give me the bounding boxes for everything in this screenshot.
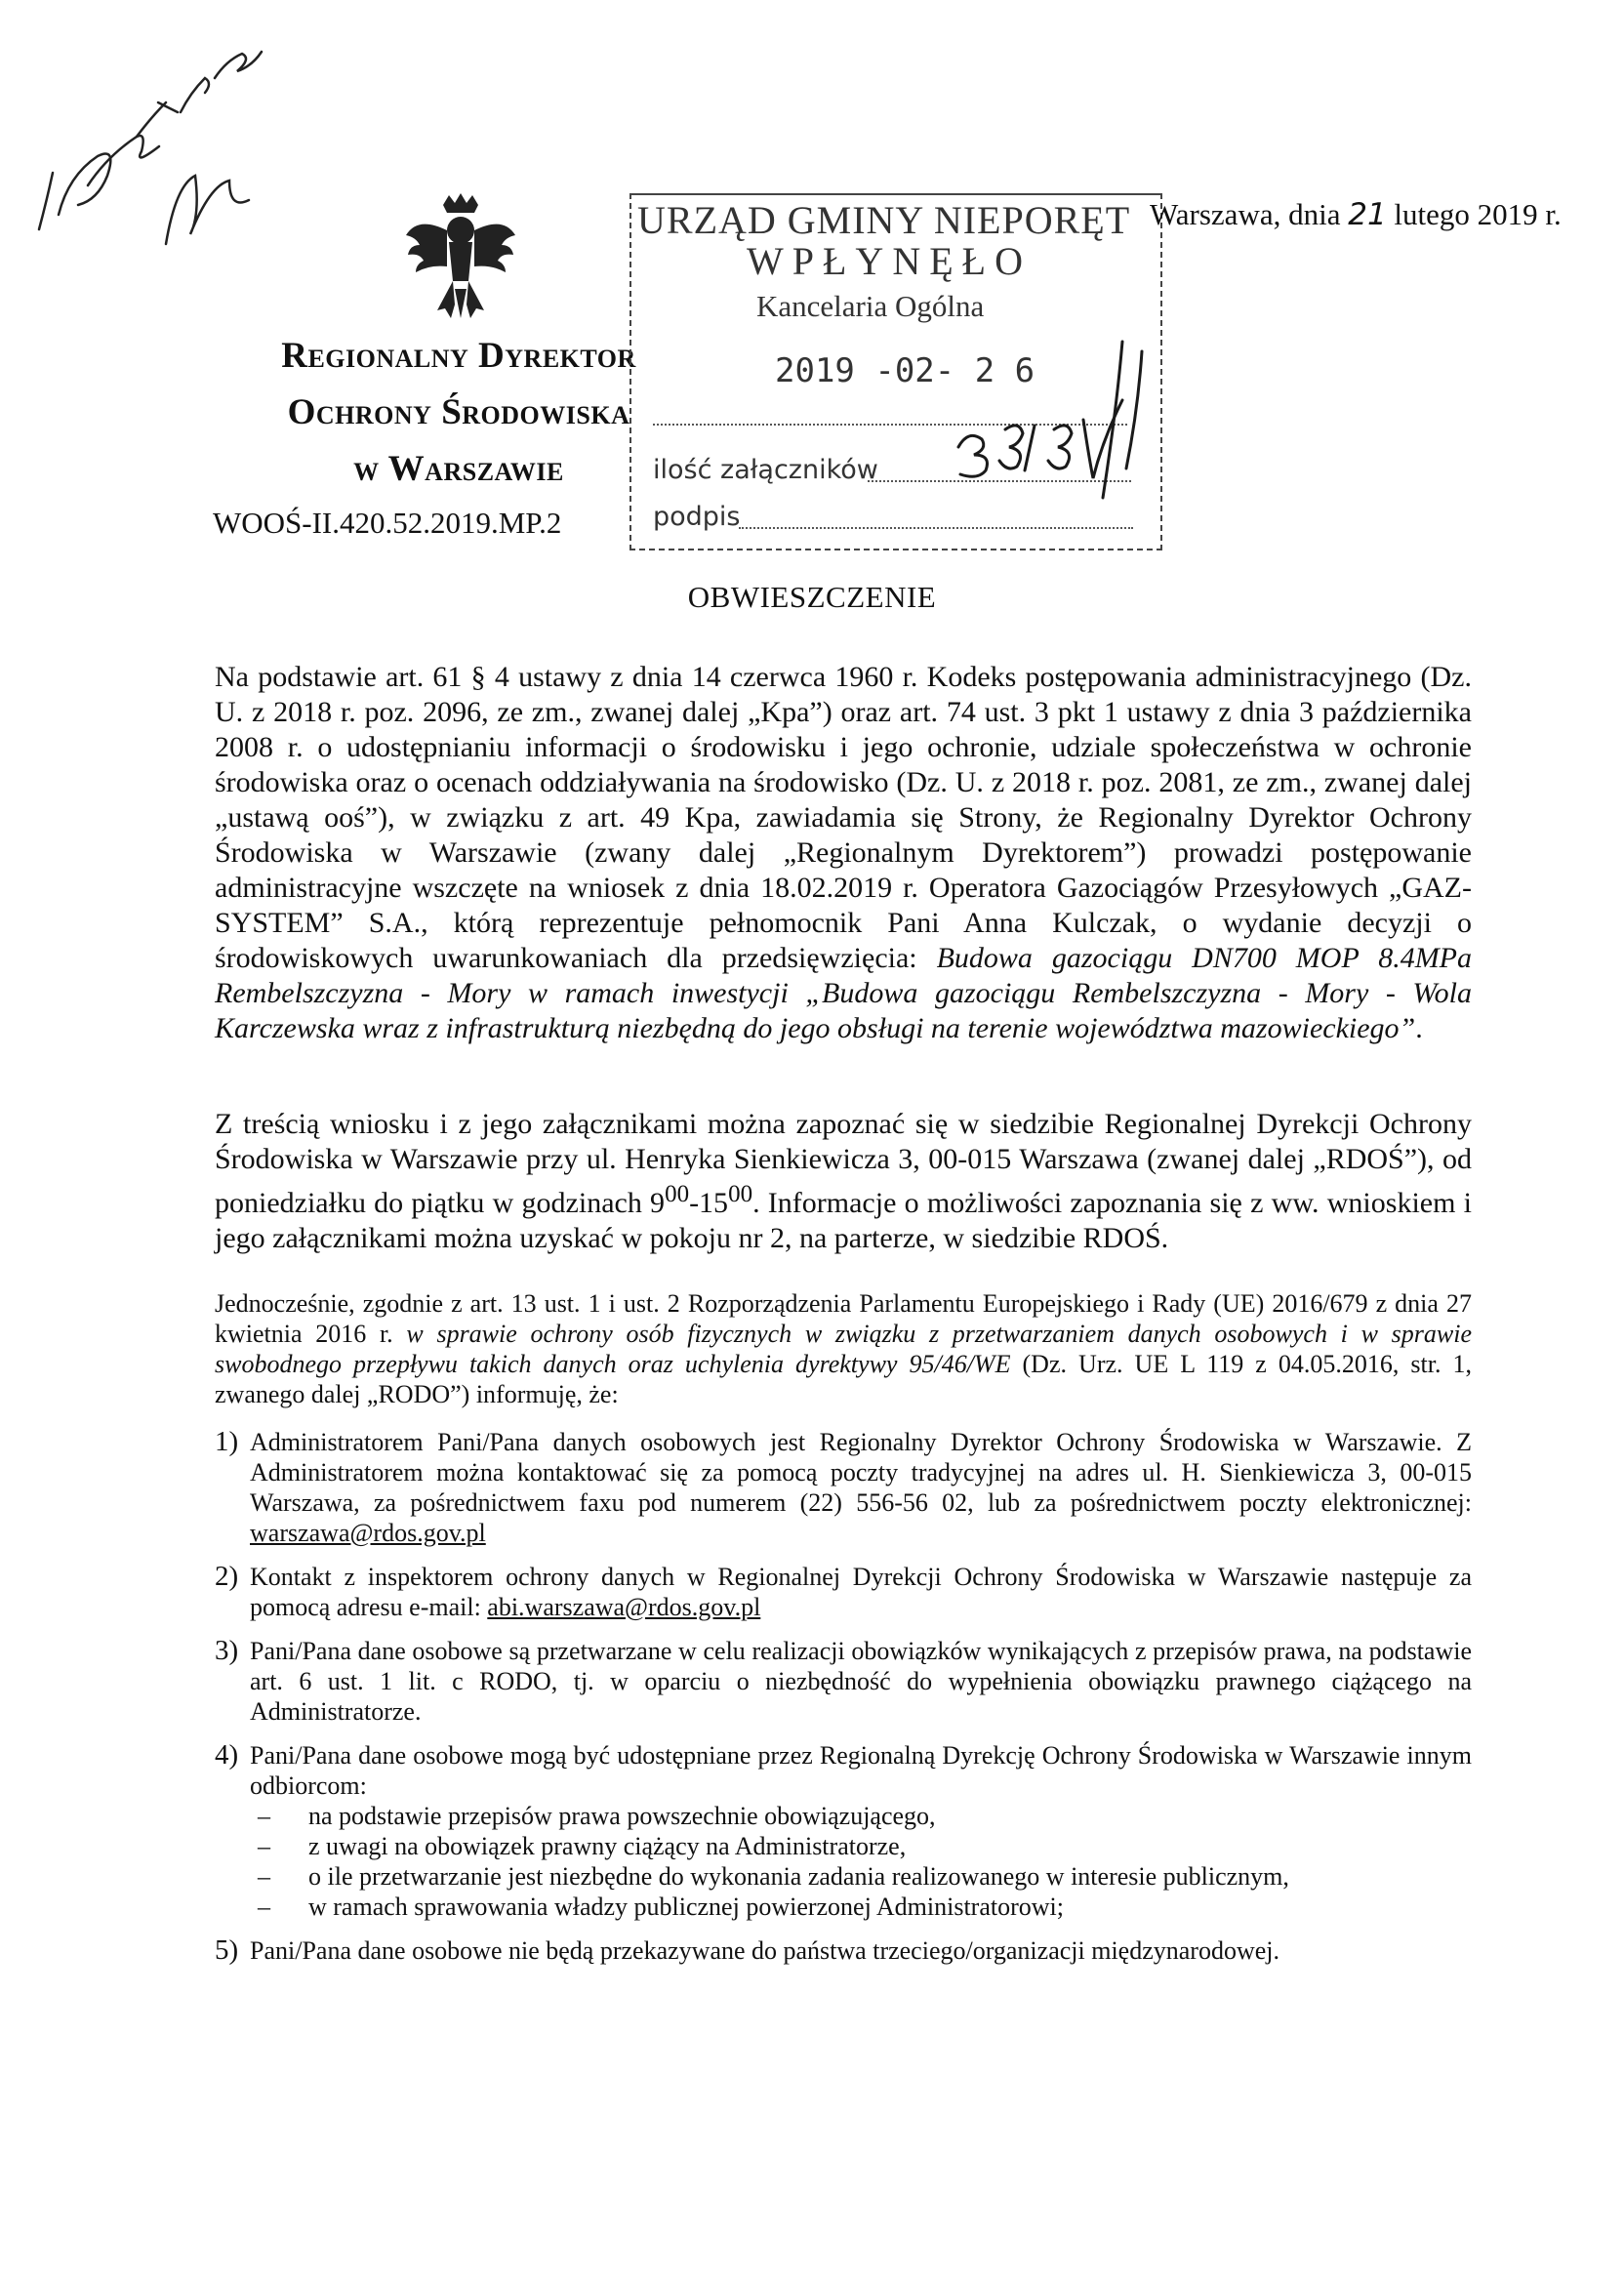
stamp-office: URZĄD GMINY NIEPORĘT: [637, 198, 1131, 242]
authority-line-1: Regionalny Dyrektor: [281, 336, 636, 376]
list-item-text: Administratorem Pani/Pana danych osobowych jest Regionalny Dyrektor Ochrony Środowiska w Warszawie. Z Administratorem można kontaktować się za pomocą poczty tradycyjnej na adres ul. H. Sienkiewicza 3, 00-015 Warszawa, za pośrednictwem faxu pod numerem (22) 556-56 02, lub za pośrednictwem poczty elektronicznej:: [250, 1428, 1472, 1517]
p2-hours-start: 00: [665, 1181, 690, 1207]
place-date-prefix: Warszawa, dnia: [1150, 197, 1349, 231]
list-item-text: Pani/Pana dane osobowe nie będą przekazywane do państwa trzeciego/organizacji międzynarodowej.: [250, 1936, 1279, 1965]
list-item: [215, 1636, 1472, 1727]
p1-project-name: Budowa gazociągu DN700 MOP 8.4MPa Rembelszczyzna - Mory w ramach inwestycji „Budowa gazociągu Rembelszczyzna - Mory - Wola Karczewska wraz z infrastrukturą niezbędną do jego obsługi na terenie województwa mazowieckiego”: [215, 942, 1473, 1044]
p1-end: .: [1415, 1012, 1423, 1044]
sub-list-dash: –: [258, 1832, 270, 1860]
authority-line-2: Ochrony Środowiska: [287, 392, 630, 432]
authority-line-3: w Warszawie: [353, 449, 564, 489]
sub-list-text: na podstawie przepisów prawa powszechnie obowiązującego,: [308, 1802, 936, 1830]
list-item-number: 1): [215, 1426, 239, 1457]
reference-number: WOOŚ-II.420.52.2019.MP.2: [213, 506, 562, 540]
sub-list-text: z uwagi na obowiązek prawny ciążący na Administratorze,: [308, 1832, 907, 1860]
notice-paragraph-2: [215, 1107, 1472, 1256]
p1-text: Na podstawie art. 61 § 4 ustawy z dnia 14 czerwca 1960 r. Kodeks postępowania administracyjnego (Dz. U. z 2018 r. poz. 2096, ze zm., zwanej dalej „Kpa”) oraz art. 74 ust. 3 pkt 1 ustawy z dnia 3 października 2008 r. o udostępnianiu informacji o środowisku i jego ochronie, udziale społeczeństwa w ochronie środowiska oraz o ocenach oddziaływania na środowisko (Dz. U. z 2018 r. poz. 2081, ze zm., zwanej dalej „ustawą ooś”), w związku z art. 49 Kpa, zawiadamia się Strony, że Regionalny Dyrektor Ochrony Środowiska w Warszawie (zwany dalej „Regionalnym Dyrektorem”) prowadzi postępowanie administracyjne wszczęte na wniosek z dnia 18.02.2019 r. Operatora Gazociągów Przesyłowych „GAZ-SYSTEM” S.A., którą reprezentuje pełnomocnik Pani Anna Kulczak, o wydanie decyzji o środowiskowych uwarunkowaniach dla przedsięwzięcia:: [215, 661, 1472, 974]
p3-regulation-title: w sprawie ochrony osób fizycznych w związku z przetwarzaniem danych osobowych i w sprawie swobodnego przepływu takich danych oraz uchylenia dyrektywy 95/46/WE: [215, 1320, 1472, 1378]
gdpr-paragraph: [215, 1288, 1472, 1409]
list-item: [215, 1935, 1472, 1966]
p2-text-1: Z treścią wniosku i z jego załącznikami można zapoznać się w siedzibie Regionalnej Dyrekcji Ochrony Środowiska w Warszawie przy ul. Henryka Sienkiewicza 3, 00-015 Warszawa (zwanej dalej „RDOŚ”), od poniedziałku do piątku w godzinach 9: [215, 1108, 1472, 1219]
list-item-number: 5): [215, 1934, 239, 1966]
eagle-emblem-icon: [404, 191, 517, 322]
stamp-signature-label: podpis: [653, 502, 741, 532]
email-link[interactable]: warszawa@rdos.gov.pl: [250, 1519, 486, 1547]
list-item: [215, 1562, 1472, 1622]
list-item: [215, 1427, 1472, 1548]
list-item-text: Kontakt z inspektorem ochrony danych w Regionalnej Dyrekcji Ochrony Środowiska w Warszawie następuje za pomocą adresu e-mail:: [250, 1563, 1472, 1621]
handwritten-number-text: 3818: [937, 319, 968, 336]
p3-end: (Dz. Urz. UE L 119 z 04.05.2016, str. 1, zwanego dalej „RODO”) informuję, że:: [215, 1350, 1473, 1408]
p2-hours-dash: -15: [689, 1187, 729, 1219]
stamp-attachments-label: ilość załączników: [653, 455, 878, 485]
list-item-text: Pani/Pana dane osobowe mogą być udostępniane przez Regionalną Dyrekcję Ochrony Środowiska w Warszawie innym odbiorcom:: [250, 1741, 1472, 1800]
place-date-day: 21: [1348, 197, 1387, 232]
p3-text: Jednocześnie, zgodnie z art. 13 ust. 1 i ust. 2 Rozporządzenia Parlamentu Europejskiego i Rady (UE) 2016/679 z dnia 27 kwietnia 2016 r.: [215, 1289, 1472, 1348]
stamp-office-dept: Kancelaria Ogólna: [756, 289, 985, 323]
place-date-suffix: lutego 2019 r.: [1386, 197, 1562, 231]
sub-list-item: [250, 1861, 1472, 1892]
sub-list-dash: –: [258, 1802, 270, 1830]
handwriting-text: 1. Dezydł + PI + GR: [20, 7, 149, 23]
document-title: OBWIESZCZENIE: [687, 580, 937, 614]
list-item-number: 2): [215, 1561, 239, 1592]
place-and-date: [1150, 197, 1562, 232]
sub-list-text: w ramach sprawowania władzy publicznej powierzonej Administratorowi;: [308, 1893, 1064, 1921]
sub-list-dash: –: [258, 1862, 270, 1891]
notice-paragraph-1: [215, 660, 1472, 1046]
email-link[interactable]: abi.warszawa@rdos.gov.pl: [487, 1593, 761, 1621]
sub-list-item: [250, 1831, 1472, 1861]
sub-list-item: [250, 1892, 1472, 1922]
p2-hours-end: 00: [728, 1181, 753, 1207]
stamp-received: WPŁYNĘŁO: [747, 239, 1032, 283]
stamp-signature-line: [739, 527, 1133, 529]
list-item-number: 4): [215, 1739, 239, 1771]
stamp-date: 2019 -02- 2 6: [775, 351, 1035, 390]
sub-list-text: o ile przetwarzanie jest niezbędne do wykonania zadania realizowanego w interesie publicznym,: [308, 1862, 1289, 1891]
handwritten-registry-number: [937, 319, 1171, 527]
gdpr-info-list: [215, 1427, 1472, 1979]
sub-list-item: [250, 1801, 1472, 1831]
handwritten-annotation: [20, 7, 332, 273]
list-item-number: 3): [215, 1635, 239, 1666]
sub-list-dash: –: [258, 1893, 270, 1921]
list-item: [215, 1740, 1472, 1922]
p2-text-2: . Informacje o możliwości zapoznania się z ww. wnioskiem i jego załącznikami można uzyskać w pokoju nr 2, na parterze, w siedzibie RDOŚ.: [215, 1187, 1472, 1254]
list-item-text: Pani/Pana dane osobowe są przetwarzane w celu realizacji obowiązków wynikających z przepisów prawa, na podstawie art. 6 ust. 1 lit. c RODO, tj. w oparciu o niezbędność do wypełnienia obowiązku prawnego ciążącego na Administratorze.: [250, 1637, 1472, 1726]
